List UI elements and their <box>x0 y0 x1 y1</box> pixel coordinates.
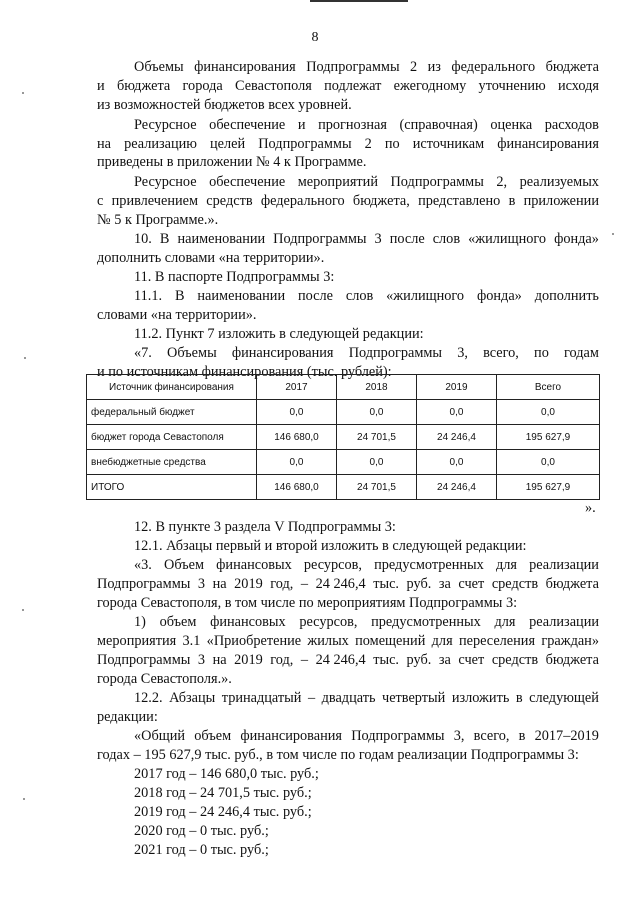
para14-line1: «Общий объем финансирования Подпрограммы 3, всего, в 2017–2019 <box>134 728 599 744</box>
table-cell: 24 246,4 <box>417 475 497 500</box>
table-cell: 0,0 <box>497 450 600 475</box>
scan-speck <box>24 357 26 359</box>
table-cell: 195 627,9 <box>497 475 600 500</box>
para6-line2: словами «на территории». <box>97 307 257 323</box>
table-header-cell: Источник финансирования <box>87 375 257 400</box>
para1-line1: Объемы финансирования Подпрограммы 2 из федерального бюджета <box>134 59 599 75</box>
table-row <box>87 400 600 425</box>
table-cell: федеральный бюджет <box>87 400 257 425</box>
para10: 12.1. Абзацы первый и второй изложить в следующей редакции: <box>134 538 527 554</box>
table-cell: 0,0 <box>417 400 497 425</box>
scan-speck <box>23 798 25 800</box>
table-cell: 0,0 <box>257 450 337 475</box>
table-cell: ИТОГО <box>87 475 257 500</box>
para13-line1: 12.2. Абзацы тринадцатый – двадцать четвертый изложить в следующей <box>134 690 599 706</box>
year-line: 2018 год – 24 701,5 тыс. руб.; <box>134 785 312 801</box>
para4-line1: 10. В наименовании Подпрограммы 3 после слов «жилищного фонда» <box>134 231 599 247</box>
year-line: 2021 год – 0 тыс. руб.; <box>134 842 269 858</box>
table-cell: 0,0 <box>417 450 497 475</box>
table-cell: внебюджетные средства <box>87 450 257 475</box>
para3-line3: № 5 к Программе.». <box>97 212 219 228</box>
para12-line4: города Севастополя.». <box>97 671 232 687</box>
para3-line2: с привлечением средств федерального бюджета, представлено в приложении <box>97 193 599 209</box>
table-header-cell: 2017 <box>257 375 337 400</box>
para12-line2: мероприятия 3.1 «Приобретение жилых помещений для переселения граждан» <box>97 633 599 649</box>
para6-line1: 11.1. В наименовании после слов «жилищного фонда» дополнить <box>134 288 599 304</box>
para2-line3: приведены в приложении № 4 к Программе. <box>97 154 367 170</box>
table-cell: 0,0 <box>337 400 417 425</box>
table-total-row <box>87 475 600 500</box>
para5: 11. В паспорте Подпрограммы 3: <box>134 269 335 285</box>
table-header-cell: 2019 <box>417 375 497 400</box>
table-cell: 146 680,0 <box>257 425 337 450</box>
table-cell: 195 627,9 <box>497 425 600 450</box>
year-line: 2017 год – 146 680,0 тыс. руб.; <box>134 766 319 782</box>
table-header-row <box>87 375 600 400</box>
top-edge-line <box>310 0 408 2</box>
para4-line2: дополнить словами «на территории». <box>97 250 325 266</box>
para11-line3: города Севастополя, в том числе по мероприятиям Подпрограммы 3: <box>97 595 518 611</box>
table-close-quote: ». <box>585 500 596 516</box>
table-cell: 0,0 <box>257 400 337 425</box>
para3-line1: Ресурсное обеспечение мероприятий Подпрограммы 2, реализуемых <box>134 174 599 190</box>
para11-line2: Подпрограммы 3 на 2019 год, – 24 246,4 тыс. руб. за счет средств бюджета <box>97 576 599 592</box>
table-cell: 0,0 <box>337 450 417 475</box>
table-header-cell: Всего <box>497 375 600 400</box>
para12-line1: 1) объем финансовых ресурсов, предусмотренных для реализации <box>134 614 599 630</box>
scan-speck <box>22 609 24 611</box>
para1-line3: из возможностей бюджетов всех уровней. <box>97 97 352 113</box>
para7: 11.2. Пункт 7 изложить в следующей редакции: <box>134 326 424 342</box>
para1-line2: и бюджета города Севастополя подлежат ежегодному уточнению исходя <box>97 78 599 94</box>
para8-line1: «7. Объемы финансирования Подпрограммы 3, всего, по годам <box>134 345 599 361</box>
table-cell: 0,0 <box>497 400 600 425</box>
year-line: 2019 год – 24 246,4 тыс. руб.; <box>134 804 312 820</box>
para13-line2: редакции: <box>97 709 158 725</box>
table-row <box>87 425 600 450</box>
table-header-cell: 2018 <box>337 375 417 400</box>
table-cell: 24 246,4 <box>417 425 497 450</box>
para2-line1: Ресурсное обеспечение и прогнозная (справочная) оценка расходов <box>134 117 599 133</box>
page-number: 8 <box>311 30 319 45</box>
table-cell: 146 680,0 <box>257 475 337 500</box>
table-cell: бюджет города Севастополя <box>87 425 257 450</box>
para14-line2: годах – 195 627,9 тыс. руб., в том числе по годам реализации Подпрограммы 3: <box>97 747 579 763</box>
year-line: 2020 год – 0 тыс. руб.; <box>134 823 269 839</box>
para8-line2: и по источникам финансирования (тыс. рублей): <box>97 364 392 380</box>
scan-speck <box>22 92 24 94</box>
table-row <box>87 450 600 475</box>
para2-line2: на реализацию целей Подпрограммы 2 по источникам финансирования <box>97 136 599 152</box>
table-cell: 24 701,5 <box>337 425 417 450</box>
para9: 12. В пункте 3 раздела V Подпрограммы 3: <box>134 519 396 535</box>
para12-line3: Подпрограммы 3 на 2019 год, – 24 246,4 тыс. руб. за счет средств бюджета <box>97 652 599 668</box>
scan-speck <box>612 233 614 235</box>
financing-table <box>86 374 600 500</box>
table-cell: 24 701,5 <box>337 475 417 500</box>
para11-line1: «3. Объем финансовых ресурсов, предусмотренных для реализации <box>134 557 599 573</box>
